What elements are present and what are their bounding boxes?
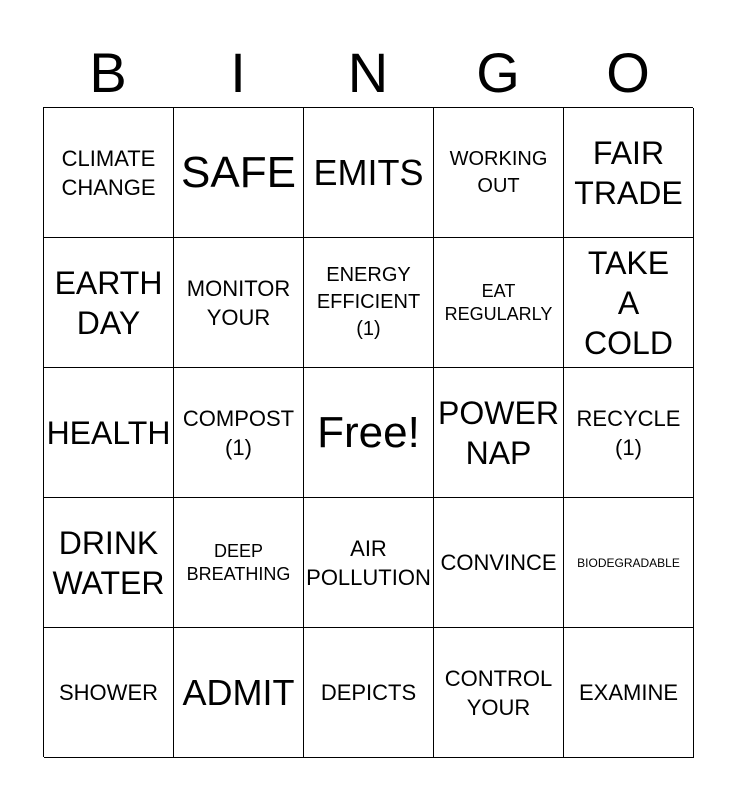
bingo-cell[interactable]: EXAMINE xyxy=(564,628,694,758)
bingo-cell[interactable]: SHOWER xyxy=(44,628,174,758)
bingo-cell[interactable]: HEALTH xyxy=(44,368,174,498)
header-letter-g: G xyxy=(476,41,520,104)
bingo-cell[interactable]: BIODEGRADABLE xyxy=(564,498,694,628)
bingo-cell[interactable]: DEPICTS xyxy=(304,628,434,758)
bingo-cell[interactable]: COMPOST (1) xyxy=(174,368,304,498)
header-letter-b: B xyxy=(89,41,127,104)
bingo-cell[interactable]: RECYCLE (1) xyxy=(564,368,694,498)
free-space-cell[interactable]: Free! xyxy=(304,368,434,498)
bingo-cell[interactable]: CONVINCE xyxy=(434,498,564,628)
bingo-cell[interactable]: TAKE A COLD xyxy=(564,238,694,368)
header-letter-i: I xyxy=(230,41,246,104)
bingo-cell[interactable]: WORKING OUT xyxy=(434,108,564,238)
bingo-cell[interactable]: EMITS xyxy=(304,108,434,238)
bingo-header xyxy=(43,38,693,108)
bingo-cell[interactable]: ENERGY EFFICIENT (1) xyxy=(304,238,434,368)
bingo-cell[interactable]: MONITOR YOUR xyxy=(174,238,304,368)
bingo-cell[interactable]: FAIR TRADE xyxy=(564,108,694,238)
bingo-board xyxy=(43,107,693,757)
bingo-cell[interactable]: CLIMATE CHANGE xyxy=(44,108,174,238)
header-letter-o: O xyxy=(606,41,650,104)
bingo-cell[interactable]: ADMIT xyxy=(174,628,304,758)
bingo-cell[interactable]: SAFE xyxy=(174,108,304,238)
bingo-cell[interactable]: EAT REGULARLY xyxy=(434,238,564,368)
bingo-cell[interactable]: EARTH DAY xyxy=(44,238,174,368)
bingo-cell[interactable]: POWER NAP xyxy=(434,368,564,498)
bingo-cell[interactable]: CONTROL YOUR xyxy=(434,628,564,758)
bingo-cell[interactable]: DEEP BREATHING xyxy=(174,498,304,628)
bingo-cell[interactable]: DRINK WATER xyxy=(44,498,174,628)
bingo-cell[interactable]: AIR POLLUTION xyxy=(304,498,434,628)
header-letter-n: N xyxy=(347,41,389,104)
